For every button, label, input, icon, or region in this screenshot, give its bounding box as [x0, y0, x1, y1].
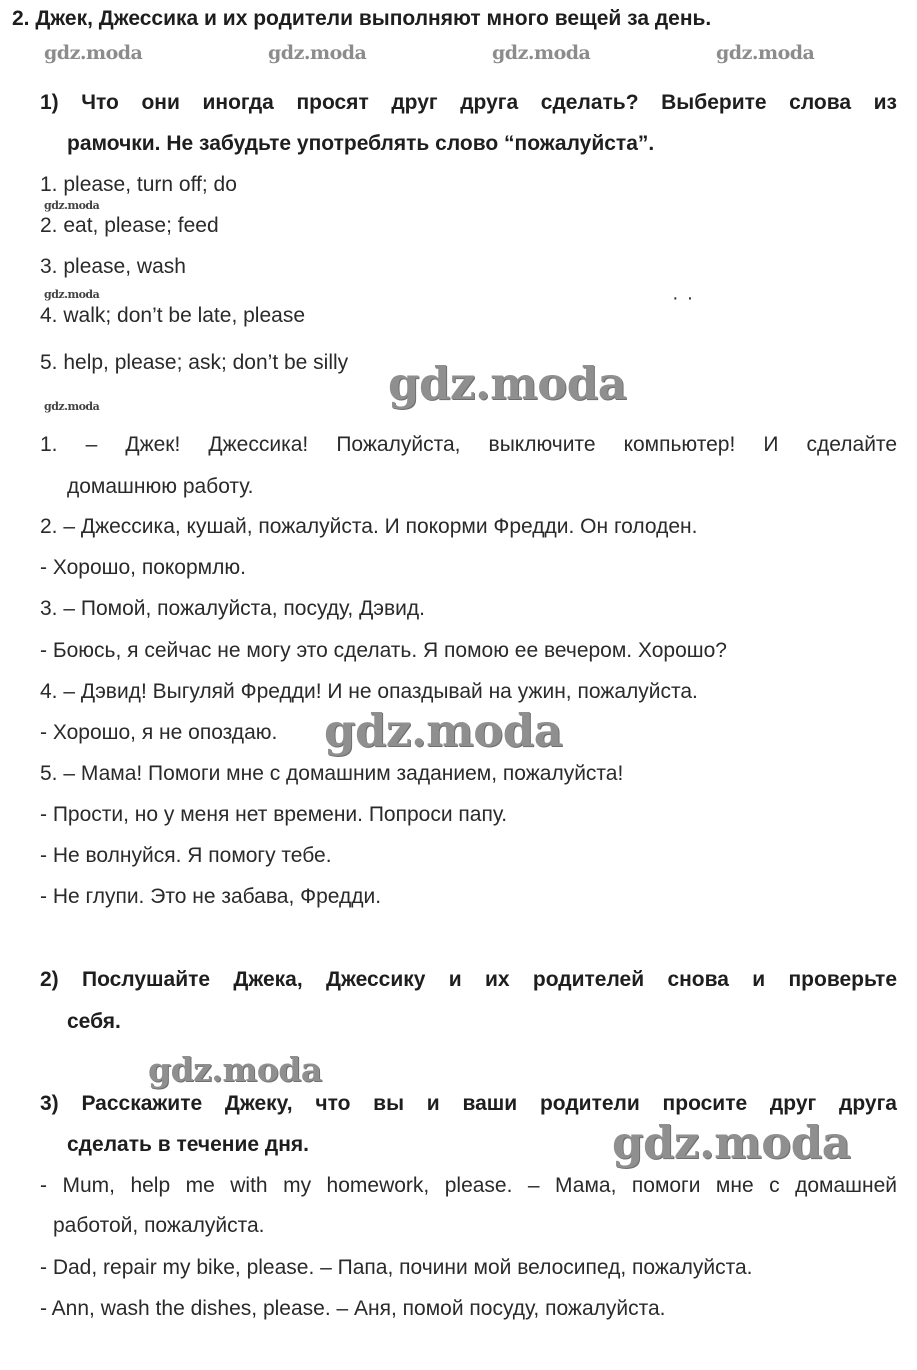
watermark: gdz.moda — [492, 42, 591, 64]
part3-question-line2: сделать в течение дня. — [67, 1133, 310, 1156]
answer-line: 2. – Джессика, кушай, пожалуйста. И покорми Фредди. Он голоден. — [40, 515, 698, 538]
answer-line: - Хорошо, я не опоздаю. — [40, 721, 278, 744]
part1-question-line2: рамочки. Не забудьте употреблять слово “пожалуйста”. — [67, 132, 655, 155]
part1-question-line1: 1) Что они иногда просят друг друга сделать? Выберите слова из — [40, 91, 897, 114]
watermark: gdz.moda — [148, 1050, 322, 1089]
watermark: gdz.moda — [44, 400, 100, 413]
watermark: gdz.moda — [44, 199, 100, 212]
word-list-item: 2. eat, please; feed — [40, 214, 219, 237]
watermark: gdz.moda — [44, 42, 143, 64]
answer-line: - Mum, help me with my homework, please. – Мама, помоги мне с домашней — [40, 1174, 897, 1197]
word-list-item: 4. walk; don’t be late, please — [40, 304, 306, 327]
decorative-dots: ·· — [672, 287, 702, 309]
answer-line: 1. – Джек! Джессика! Пожалуйста, выключите компьютер! И сделайте — [40, 433, 897, 456]
word-list-item: 1. please, turn off; do — [40, 173, 237, 196]
answer-line: 4. – Дэвид! Выгуляй Фредди! И не опаздывай на ужин, пожалуйста. — [40, 680, 698, 703]
answer-line: - Боюсь, я сейчас не могу это сделать. Я помою ее вечером. Хорошо? — [40, 639, 727, 662]
answer-line: - Прости, но у меня нет времени. Попроси папу. — [40, 803, 508, 826]
answer-line: - Не глупи. Это не забава, Фредди. — [40, 885, 382, 908]
watermark: gdz.moda — [324, 704, 563, 757]
answer-line: работой, пожалуйста. — [53, 1214, 265, 1237]
part2-question-line2: себя. — [67, 1010, 121, 1033]
answer-line: домашнюю работу. — [67, 475, 254, 498]
part2-question-line1: 2) Послушайте Джека, Джессику и их родителей снова и проверьте — [40, 968, 897, 991]
watermark: gdz.moda — [388, 357, 627, 410]
answer-line: - Не волнуйся. Я помогу тебе. — [40, 844, 332, 867]
watermark: gdz.moda — [716, 42, 815, 64]
answer-line: - Dad, repair my bike, please. – Папа, почини мой велосипед, пожалуйста. — [40, 1256, 753, 1279]
watermark: gdz.moda — [612, 1116, 851, 1169]
answer-line: - Ann, wash the dishes, please. – Аня, помой посуду, пожалуйста. — [40, 1297, 666, 1320]
word-list-item: 3. please, wash — [40, 255, 186, 278]
answer-line: 5. – Мама! Помоги мне с домашним заданием, пожалуйста! — [40, 762, 624, 785]
word-list-item: 5. help, please; ask; don’t be silly — [40, 351, 349, 374]
answer-line: 3. – Помой, пожалуйста, посуду, Дэвид. — [40, 597, 425, 620]
part3-question-line1: 3) Расскажите Джеку, что вы и ваши родители просите друг друга — [40, 1092, 897, 1115]
answer-line: - Хорошо, покормлю. — [40, 556, 246, 579]
task-heading: 2. Джек, Джессика и их родители выполняют много вещей за день. — [12, 7, 712, 30]
watermark: gdz.moda — [268, 42, 367, 64]
watermark: gdz.moda — [44, 288, 100, 301]
